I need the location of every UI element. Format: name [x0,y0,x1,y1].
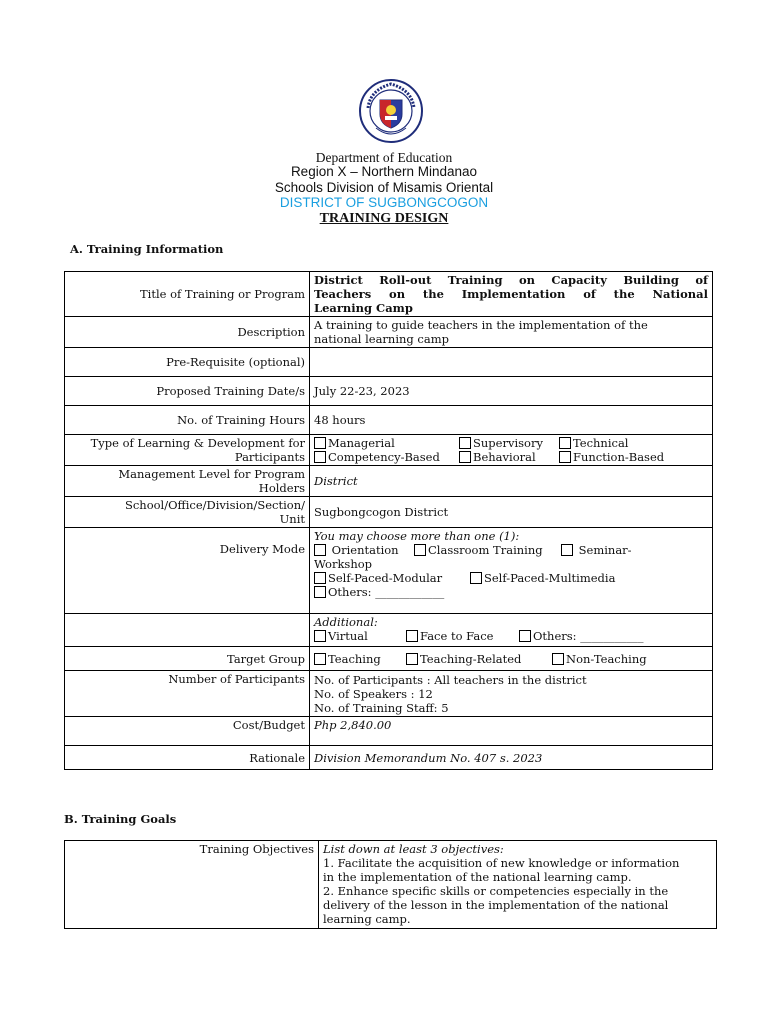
participants-line: No. of Participants : All teachers in the district [314,672,587,687]
option-label: Virtual [328,629,368,643]
checkbox-icon [314,451,326,463]
table-row [65,466,713,497]
description-line: A training to guide teachers in the implementation of the [314,318,648,332]
target-group-options [310,647,713,671]
section-a-heading: A. Training Information [70,242,224,256]
participants-value [310,671,713,717]
option-label: Behavioral [473,450,536,464]
checkbox-seminar-workshop[interactable] [561,543,632,557]
checkbox-icon [519,630,531,642]
additional-options [310,614,713,647]
management-level-label [65,466,310,497]
date-label: Proposed Training Date/s [65,377,310,406]
type-options [310,435,713,466]
checkbox-icon [470,572,482,584]
option-label: Teaching-Related [420,651,522,666]
checkbox-managerial[interactable] [314,436,395,450]
title-line: District Roll-out Training on Capacity Building of [314,273,708,287]
delivery-mode-options [310,528,713,614]
cost-label: Cost/Budget [65,717,310,746]
objectives-label: Training Objectives [65,841,319,929]
unit-label-line: School/Office/Division/Section/ [124,498,305,512]
checkbox-competency-based[interactable] [314,450,440,464]
hours-value: 48 hours [310,406,713,435]
option-label: Managerial [328,436,395,450]
checkbox-icon [314,586,326,598]
checkbox-self-paced-multimedia[interactable] [470,571,615,585]
table-row [65,841,717,929]
checkbox-icon [459,451,471,463]
table-row [65,272,713,317]
checkbox-icon [314,653,326,665]
option-label: Non-Teaching [566,651,647,666]
table-row [65,435,713,466]
title-label: Title of Training or Program [65,272,310,317]
participants-line: No. of Training Staff: 5 [314,700,449,715]
table-row [65,317,713,348]
checkbox-supervisory[interactable] [459,436,543,450]
additional-label-cell [65,614,310,647]
training-goals-table [64,840,717,929]
checkbox-virtual[interactable] [314,629,368,643]
checkbox-icon [559,451,571,463]
objective-line: delivery of the lesson in the implementation of the national [323,898,669,912]
unit-label [65,497,310,528]
prerequisite-value[interactable] [310,348,713,377]
objective-line: 2. Enhance specific skills or competencies especially in the [323,884,669,898]
checkbox-function-based[interactable] [559,450,664,464]
additional-note: Additional: [314,615,378,629]
option-label: Competency-Based [328,450,440,464]
delivery-note: You may choose more than one (1): [314,529,520,543]
option-label: Technical [573,436,629,450]
table-row [65,348,713,377]
objective-line: learning camp. [323,912,411,926]
prerequisite-label: Pre-Requisite (optional) [65,348,310,377]
checkbox-orientation[interactable] [314,543,399,557]
cost-value: Php 2,840.00 [310,717,713,746]
table-row [65,528,713,614]
checkbox-icon [314,437,326,449]
type-label-line: Type of Learning & Development for [90,436,305,450]
division-name: Schools Division of Misamis Oriental [274,180,494,195]
checkbox-classroom-training[interactable] [414,543,543,557]
checkbox-icon [552,653,564,665]
target-group-label: Target Group [65,647,310,671]
table-row [65,377,713,406]
option-label: Face to Face [420,629,494,643]
option-label: Teaching [328,651,381,666]
table-row [65,614,713,647]
unit-label-line: Unit [279,512,305,526]
checkbox-icon [314,572,326,584]
checkbox-face-to-face[interactable] [406,629,493,643]
delivery-mode-label: Delivery Mode [65,528,310,614]
table-row [65,497,713,528]
rationale-label: Rationale [65,746,310,770]
title-line: Teachers on the Implementation of the National [314,287,708,301]
title-value [310,272,713,317]
description-label: Description [65,317,310,348]
deped-seal-logo [358,78,424,148]
checkbox-delivery-others[interactable] [314,585,444,599]
objectives-note: List down at least 3 objectives: [323,842,504,856]
objective-line: 1. Facilitate the acquisition of new knowledge or information [323,856,680,870]
management-level-value: District [310,466,713,497]
region-name: Region X – Northern Mindanao [290,164,478,179]
hours-label: No. of Training Hours [65,406,310,435]
objective-line: in the implementation of the national learning camp. [323,870,632,884]
mgmt-label-line: Holders [258,481,305,495]
participants-line: No. of Speakers : 12 [314,686,433,701]
table-row [65,717,713,746]
option-label: Self-Paced-Multimedia [484,571,616,585]
section-b-heading: B. Training Goals [64,812,177,826]
description-line: national learning camp [314,332,449,346]
checkbox-icon [561,544,573,556]
checkbox-icon [406,630,418,642]
checkbox-technical[interactable] [559,436,629,450]
checkbox-additional-others[interactable] [519,629,643,643]
option-label: Function-Based [573,450,665,464]
table-row [65,647,713,671]
checkbox-teaching-related[interactable] [406,652,521,666]
type-label-line: Participants [234,450,305,464]
training-information-table [64,271,713,770]
table-row [65,406,713,435]
description-value [310,317,713,348]
mgmt-label-line: Management Level for Program [118,467,305,481]
checkbox-behavioral[interactable] [459,450,536,464]
option-label: Others: ___________ [533,629,644,643]
unit-value: Sugbongcogon District [310,497,713,528]
option-label: Others: ____________ [328,585,445,599]
document-title: TRAINING DESIGN [319,211,449,226]
checkbox-icon [414,544,426,556]
rationale-value: Division Memorandum No. 407 s. 2023 [310,746,713,770]
objectives-value [319,841,717,929]
checkbox-non-teaching[interactable] [552,652,647,666]
type-label [65,435,310,466]
checkbox-icon [406,653,418,665]
checkbox-icon [559,437,571,449]
option-label: Orientation [331,543,399,557]
date-value: July 22-23, 2023 [310,377,713,406]
option-label: Self-Paced-Modular [328,571,443,585]
district-name: DISTRICT OF SUGBONGCOGON [279,195,489,210]
checkbox-icon [314,544,326,556]
checkbox-teaching[interactable] [314,652,381,666]
participants-label: Number of Participants [65,671,310,717]
checkbox-self-paced-modular[interactable] [314,571,442,585]
table-row [65,671,713,717]
checkbox-icon [314,630,326,642]
option-label: Supervisory [473,436,543,450]
department-name: Department of Education [315,150,453,165]
option-label: Classroom Training [428,543,543,557]
checkbox-icon [459,437,471,449]
delivery-continuation: Workshop [314,557,373,571]
table-row [65,746,713,770]
option-label: Seminar- [578,543,632,557]
title-line: Learning Camp [314,301,413,315]
